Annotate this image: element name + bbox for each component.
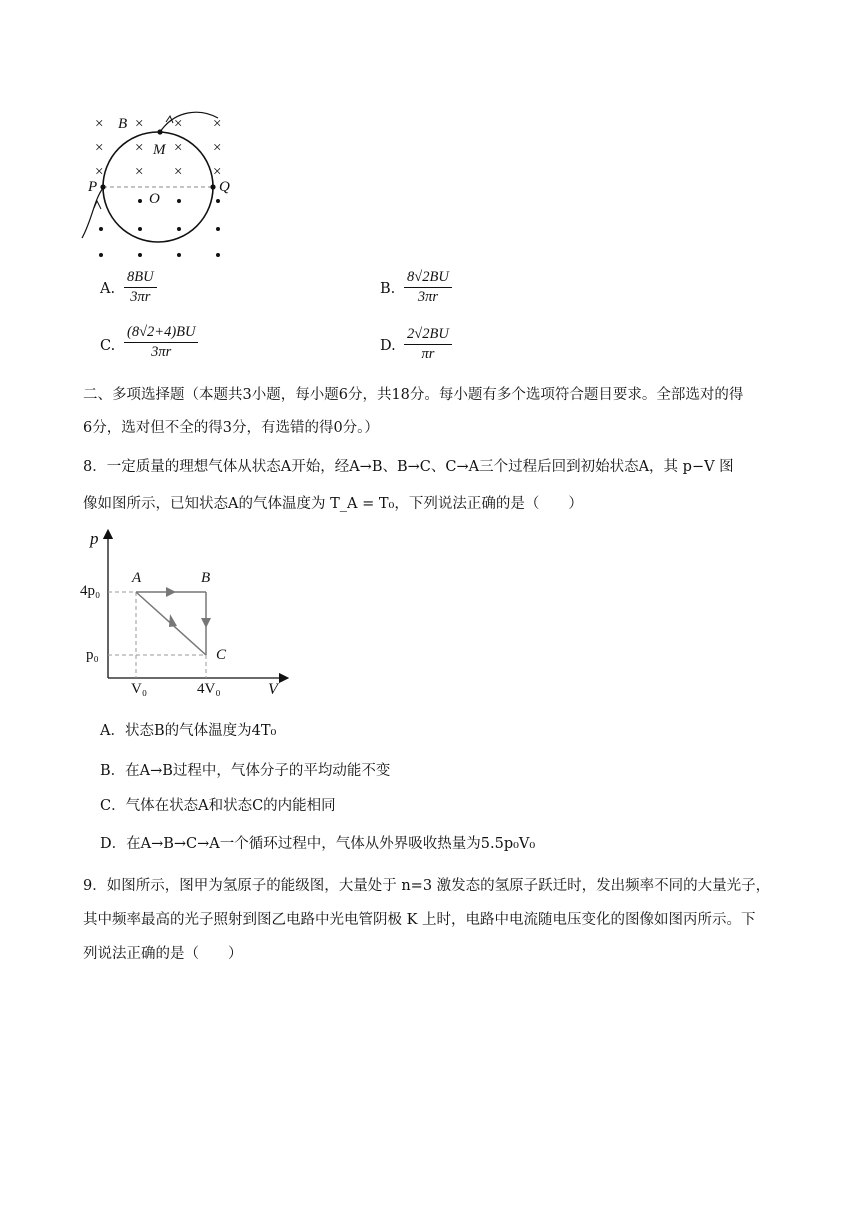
field-dot (216, 253, 220, 257)
field-dot (216, 227, 220, 231)
tick-4v0: 4V₀ (197, 681, 221, 697)
option-c-denominator: 3πr (151, 344, 172, 360)
point-label-a: A (132, 570, 142, 586)
pv-graph-svg (70, 520, 300, 710)
arrow-b-to-c (201, 618, 211, 628)
option-a-numerator: 8BU (124, 269, 157, 288)
option-b-denominator: 3πr (417, 289, 438, 305)
field-dot (177, 253, 181, 257)
tick-v0: V₀ (131, 681, 148, 697)
point-p-dot (100, 184, 105, 189)
q8-option-b: B．在A→B过程中，气体分子的平均动能不变 (100, 763, 391, 779)
point-q-dot (210, 184, 215, 189)
arrow-a-to-b (166, 587, 176, 597)
q9-stem-line2: 其中频率最高的光子照射到图乙电路中光电管阴极 K 上时，电路中电流随电压变化的图像如图丙所示。下 (83, 912, 756, 928)
option-d-numerator: 2√2BU (404, 326, 452, 345)
label-p: P (88, 179, 98, 195)
option-c-letter: C. (100, 338, 116, 354)
q9-stem-line1: 9．如图所示，图甲为氢原子的能级图，大量处于 n=3 激发态的氢原子跃迁时，发出频率不同的大量光子， (83, 878, 771, 894)
label-m: M (153, 142, 166, 158)
option-c-numerator: (8√2+4)BU (124, 324, 198, 343)
field-cross: × (213, 116, 222, 132)
option-d-fraction (404, 326, 452, 363)
field-cross: × (95, 164, 104, 180)
axis-label-v: V (268, 681, 278, 698)
field-cross: × (174, 164, 183, 180)
label-q: Q (219, 179, 230, 195)
point-label-c: C (216, 647, 227, 663)
q8-option-c: C．气体在状态A和状态C的内能相同 (100, 798, 336, 814)
field-dot (138, 199, 142, 203)
option-b-letter: B. (380, 281, 396, 297)
section2-heading-line1: 二、多项选择题（本题共3小题，每小题6分，共18分。每小题有多个选项符合题目要求。全部选对的得 (83, 387, 744, 403)
option-a-letter: A. (100, 281, 116, 297)
field-dot (99, 253, 103, 257)
option-a-fraction (124, 269, 157, 306)
field-cross: × (213, 164, 222, 180)
arrow-c-to-a (169, 614, 177, 627)
field-cross: × (95, 116, 104, 132)
field-cross: × (135, 116, 144, 132)
option-a-denominator: 3πr (130, 289, 151, 305)
q9-stem-line3: 列说法正确的是（ ） (83, 946, 243, 962)
trajectory-left-arrow (94, 201, 101, 209)
axis-label-p: p (90, 529, 99, 548)
field-cross: × (135, 164, 144, 180)
label-o: O (149, 191, 160, 207)
option-d-letter: D. (380, 338, 396, 354)
option-b-fraction (404, 269, 452, 306)
field-cross: × (174, 116, 183, 132)
q8-option-a: A．状态B的气体温度为4T₀ (100, 723, 277, 739)
field-dot (138, 227, 142, 231)
trajectory-top (160, 112, 218, 132)
tick-p0: p₀ (86, 647, 99, 663)
label-b: B (118, 116, 128, 132)
option-c-fraction (124, 324, 198, 361)
field-dot (138, 253, 142, 257)
field-cross: × (135, 140, 144, 156)
field-cross: × (174, 140, 183, 156)
field-cross: × (95, 140, 104, 156)
option-d-denominator: πr (421, 346, 435, 362)
field-dot (99, 227, 103, 231)
q8-option-d: D．在A→B→C→A一个循环过程中，气体从外界吸收热量为5.5p₀V₀ (100, 836, 536, 852)
option-b-numerator: 8√2BU (404, 269, 452, 288)
field-dot (177, 227, 181, 231)
q8-stem-line2: 像如图所示，已知状态A的气体温度为 T_A = T₀，下列说法正确的是（ ） (83, 496, 583, 512)
point-m-dot (157, 129, 162, 134)
field-dot (177, 199, 181, 203)
section2-heading-line2: 6分，选对但不全的得3分，有选错的得0分。） (83, 420, 379, 436)
field-dot (216, 199, 220, 203)
field-cross: × (213, 140, 222, 156)
tick-4p0: 4p₀ (80, 583, 101, 599)
q8-stem-line1: 8．一定质量的理想气体从状态A开始，经A→B、B→C、C→A三个过程后回到初始状态A，其 p−V 图 (83, 459, 734, 475)
point-label-b: B (201, 570, 211, 586)
